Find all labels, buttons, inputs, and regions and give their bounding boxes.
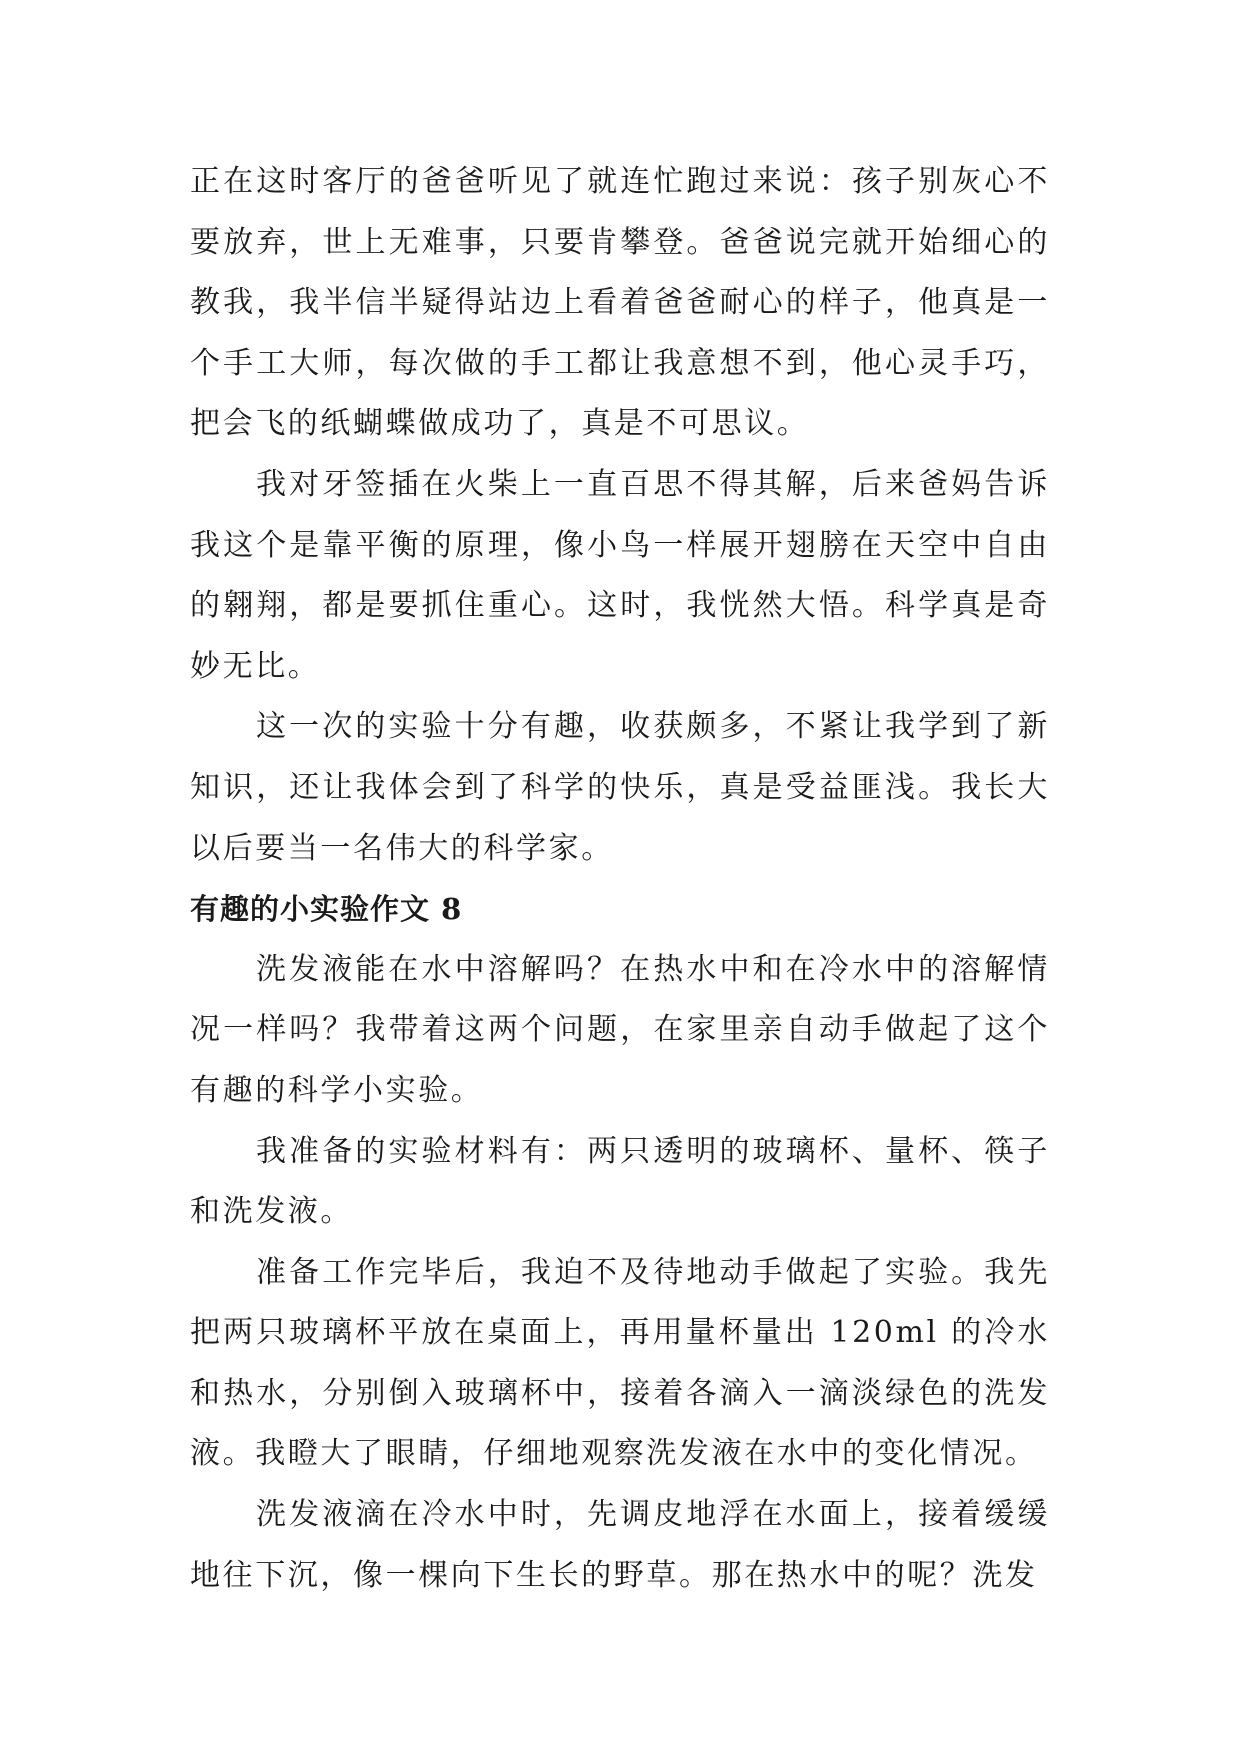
paragraph: 正在这时客厅的爸爸听见了就连忙跑过来说：孩子别灰心不要放弃，世上无难事，只要肯攀登。爸爸说完就开始细心的教我，我半信半疑得站边上看着爸爸耐心的样子，他真是一个手工大师，每次做的手工都让我意想不到，他心灵手巧，把会飞的纸蝴蝶做成功了，真是不可思议。 [190, 164, 1050, 442]
paragraph: 洗发液能在水中溶解吗？在热水中和在冷水中的溶解情况一样吗？我带着这两个问题，在家里亲自动手做起了这个有趣的科学小实验。 [190, 951, 1050, 1108]
paragraph: 洗发液滴在冷水中时，先调皮地浮在水面上，接着缓缓地往下沉，像一棵向下生长的野草。那在热水中的呢？洗发 [190, 1497, 1050, 1593]
paragraph: 我对牙签插在火柴上一直百思不得其解，后来爸妈告诉我这个是靠平衡的原理，像小鸟一样展开翅膀在天空中自由的翱翔，都是要抓住重心。这时，我恍然大悟。科学真是奇妙无比。 [190, 466, 1050, 684]
document-body [190, 152, 1050, 1606]
section-title: 有趣的小实验作文 8 [190, 892, 463, 927]
paragraph: 这一次的实验十分有趣，收获颇多，不紧让我学到了新知识，还让我体会到了科学的快乐，真是受益匪浅。我长大以后要当一名伟大的科学家。 [190, 709, 1050, 866]
paragraph: 我准备的实验材料有：两只透明的玻璃杯、量杯、筷子和洗发液。 [190, 1133, 1050, 1230]
paragraph: 准备工作完毕后，我迫不及待地动手做起了实验。我先把两只玻璃杯平放在桌面上，再用量杯量出 120ml 的冷水和热水，分别倒入玻璃杯中，接着各滴入一滴淡绿色的洗发液。我瞪大了眼睛，仔细地观察洗发液在水中的变化情况。 [190, 1254, 1050, 1472]
